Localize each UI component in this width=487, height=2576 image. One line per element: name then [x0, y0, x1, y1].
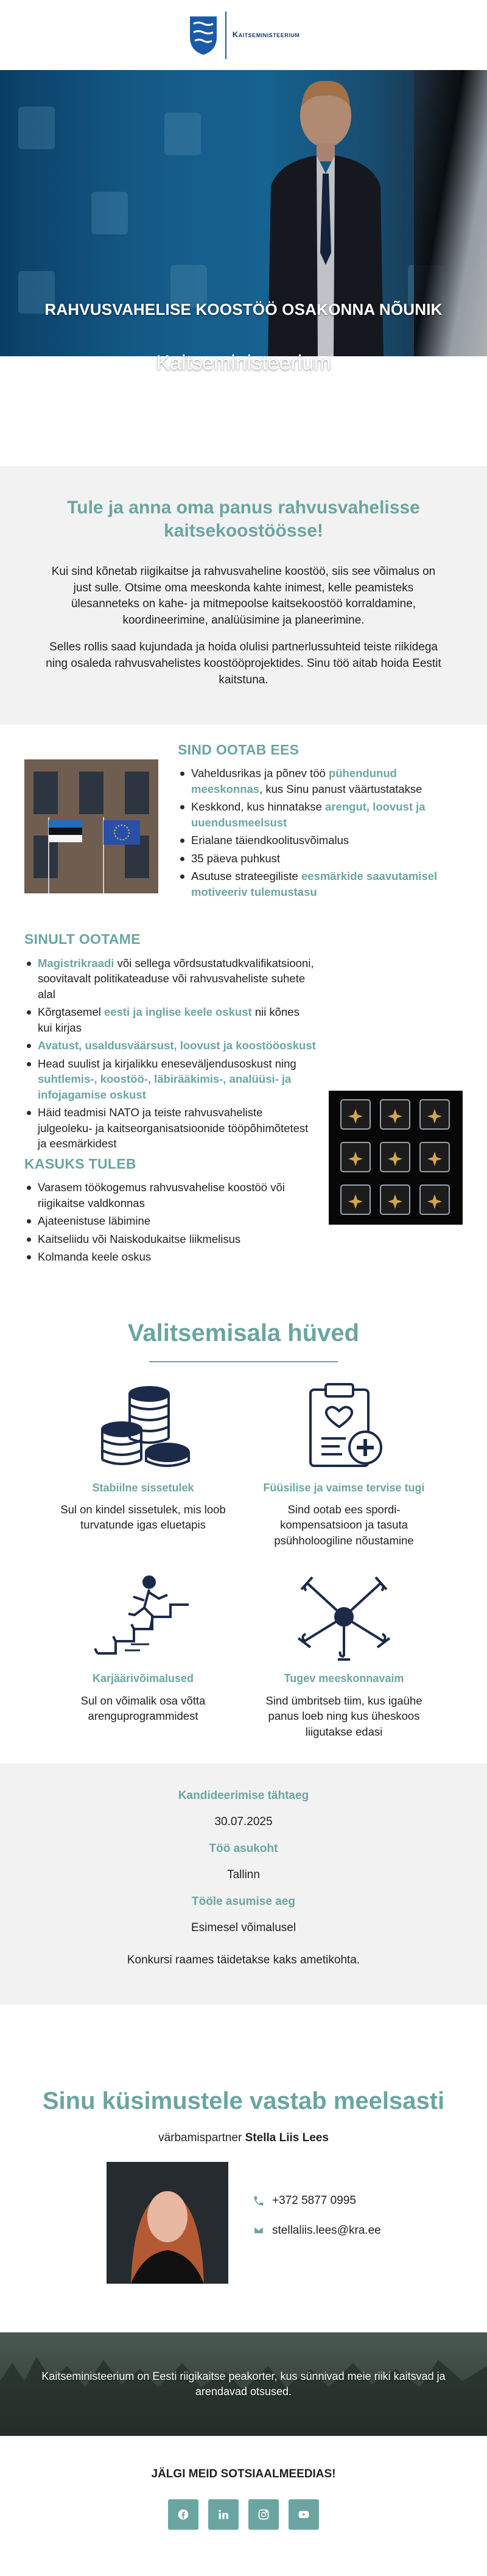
youtube-button[interactable] [289, 2499, 319, 2530]
advantage-title: KASUKS TULEB [24, 1155, 136, 1172]
contact-heading: Sinu küsimustele vastab meelsasti [42, 2088, 445, 2115]
expect-highlight: Magistrikraadi [38, 956, 114, 970]
hero-banner [0, 70, 487, 375]
expect-item [24, 1056, 317, 1103]
awaits-highlight: arengut, loovust ja uuendusmeelsust [191, 800, 426, 829]
linkedin-button[interactable] [208, 2499, 239, 2530]
awaits-highlight: eesmärkide saavutamisel motiveeriv tulemustasu [191, 870, 438, 898]
contact-card [0, 2147, 487, 2284]
hero-subtitle: Kaitseministeerium [156, 351, 331, 375]
expect-item [24, 1038, 317, 1054]
expect-text: Head suulist ja kirjalikku eneseväljendusoskust ning [38, 1057, 296, 1070]
intro-heading: Tule ja anna oma panus rahvusvahelisse kaitsekoostöösse! [67, 498, 420, 541]
youtube-icon [297, 2508, 310, 2521]
recruiter-photo [107, 2162, 228, 2284]
facebook-button[interactable] [168, 2499, 198, 2530]
expect-highlight: Avatust, usaldusväärsust, loovust ja koostööoskust [38, 1039, 316, 1052]
building-flags-image [24, 759, 158, 893]
awaits-highlight: pühendunud meeskonnas [191, 767, 397, 795]
logo-divider [225, 12, 226, 59]
medical-clipboard-icon [298, 1381, 390, 1472]
expect-highlight: suhtlemis-, koostöö-, läbirääkimis-, analüüsi- ja infojagamise oskust [38, 1072, 292, 1101]
deadline-label: Kandideerimise tähtaeg [178, 1789, 309, 1803]
coat-of-arms-icon [187, 14, 219, 57]
footer-banner [0, 2332, 487, 2436]
phone-icon [253, 2195, 266, 2208]
awaits-text: Erialane täiendkoolitusvõimalus [191, 834, 349, 847]
start-label: Tööle asumise aeg [191, 1895, 295, 1909]
benefit-health-support [256, 1381, 432, 1549]
awaits-text: 35 päeva puhkust [191, 851, 281, 865]
intro-section [0, 466, 487, 725]
expect-text: Häid teadmisi NATO ja teiste rahvusvaheliste julgeoleku- ja kaitseorganisatsioonide tööpõhimõtetest ja eesmärkidest [38, 1106, 309, 1150]
facebook-icon [177, 2508, 189, 2521]
benefit-career [55, 1571, 231, 1739]
footer-text: Kaitseministeerium on Eesti riigikaitse peakorter, kus sünnivad meie riiki kaitsvad ja arendavad otsused. [41, 2370, 446, 2398]
email-address[interactable]: stellaliis.lees@kra.ee [272, 2223, 381, 2237]
expect-item [24, 955, 317, 1002]
microchips-image [329, 1091, 463, 1225]
location-label: Töö asukoht [209, 1842, 278, 1856]
expect-text: või sellega võrdsustatudkvalifikatsiooni, soovitavalt politikateaduse või rahvusvaheliste suhete alal [38, 956, 314, 1001]
benefit-label: Füüsilise ja vaimse tervise tugi [263, 1481, 425, 1494]
stairs-climber-icon [91, 1571, 195, 1663]
intro-paragraph-1: Kui sind kõnetab riigikaitse ja rahvusvaheline koostöö, siis see võimalus on just sulle. Otsime oma meeskonda kahte inimest, kelle peamisteks ülesanneteks on kahe- ja mitmepoolse kaitsekoostöö korraldamine, koordineerimine, analüüsimine ja planeerimine. [51, 565, 436, 627]
advantage-item: Varasem töökogemus rahvusvahelise koostöö või riigikaitse valdkonnas [24, 1180, 317, 1211]
awaits-text: Vaheldusrikas ja põnev töö [191, 767, 329, 780]
positions-note: Konkursi raames täidetakse kaks ametikohta. [127, 1953, 360, 1966]
social-section [0, 2436, 487, 2530]
expect-title: SINULT OOTAME [24, 931, 141, 948]
advantage-item: Ajateenistuse läbimine [24, 1213, 317, 1229]
coins-icon [91, 1381, 195, 1472]
benefit-text: Sul on kindel sissetulek, mis loob turvatunde igas eluetapis [60, 1502, 226, 1532]
intro-paragraph-2: Selles rollis saad kujundada ja hoida olulisi partnerlussuhteid teiste riikidega ning osaleda rahvusvahelistes koostööprojektides. Sinu töö aitab hoida Eestit kaitstuna. [46, 641, 441, 686]
email-icon [253, 2224, 266, 2237]
linkedin-icon [217, 2508, 229, 2521]
field-benefits-grid [0, 1381, 487, 1739]
benefit-label: Tugev meeskonnavaim [284, 1672, 404, 1685]
benefit-stable-income [55, 1381, 231, 1549]
phone-number[interactable]: +372 5877 0995 [272, 2194, 356, 2208]
awaits-item [178, 799, 463, 830]
social-title: JÄLGI MEID SOTSIAALMEEDIAS! [151, 2467, 336, 2480]
contact-section [0, 2005, 487, 2284]
benefit-team-spirit [256, 1571, 432, 1739]
awaits-text: Keskkond, kus hinnatakse [191, 800, 326, 814]
expect-text: Kõrgtasemel [38, 1005, 104, 1019]
expect-section [0, 908, 487, 1151]
advantage-item: Kolmanda keele oskus [24, 1249, 317, 1265]
job-details [0, 1764, 487, 2005]
benefit-text: Sul on võimalik osa võtta arenguprogrammidest [80, 1694, 206, 1723]
field-benefits-title: Valitsemisala hüved [127, 1319, 360, 1346]
expect-item [24, 1004, 317, 1035]
awaits-list [178, 765, 463, 899]
advantage-item: Kaitseliidu või Naiskodukaitse liikmelisus [24, 1231, 317, 1247]
phone-line[interactable] [253, 2193, 381, 2209]
awaits-item [178, 832, 463, 848]
benefit-label: Karjäärivõimalused [92, 1672, 194, 1685]
awaits-item [178, 765, 463, 797]
awaits-text: , kus Sinu panust väärtustatakse [259, 782, 422, 795]
awaits-item [178, 851, 463, 867]
awaits-item [178, 868, 463, 899]
recruiter-name: Stella Liis Lees [245, 2131, 329, 2145]
start-value: Esimesel võimalusel [191, 1921, 296, 1935]
benefit-text: Sind ümbritseb tiim, kus igaühe panus loeb ning kus üheskoos liigutakse edasi [265, 1694, 422, 1738]
expect-highlight: eesti ja inglise keele oskust [104, 1005, 252, 1019]
deadline-value: 30.07.2025 [214, 1815, 273, 1828]
expect-text: nii kõnes kui kirjas [38, 1005, 300, 1034]
recruiter-role: värbamispartner [158, 2131, 245, 2145]
expect-list [24, 955, 317, 1152]
email-line[interactable] [253, 2223, 381, 2239]
benefit-label: Stabiilne sissetulek [92, 1481, 194, 1494]
ministry-logo[interactable] [187, 12, 300, 59]
benefit-text: Sind ootab ees spordi-kompensatsioon ja tasuta psühholoogiline nõustamine [274, 1502, 414, 1547]
recruiter-line [0, 2130, 487, 2147]
hero-title: RAHVUSVAHELISE KOOSTÖÖ OSAKONNA NÕUNIK [44, 300, 443, 318]
title-underline [149, 1361, 338, 1362]
awaits-title: SIND OOTAB EES [178, 742, 300, 758]
awaits-text: Asutuse strateegiliste [191, 870, 301, 883]
team-hands-icon [295, 1571, 393, 1663]
instagram-button[interactable] [248, 2499, 279, 2530]
instagram-icon [258, 2508, 270, 2521]
site-header [0, 0, 487, 70]
logo-text: Kaitseministeerium [232, 30, 300, 40]
expect-item [24, 1105, 317, 1152]
awaits-section [0, 725, 487, 908]
location-value: Tallinn [227, 1868, 260, 1881]
